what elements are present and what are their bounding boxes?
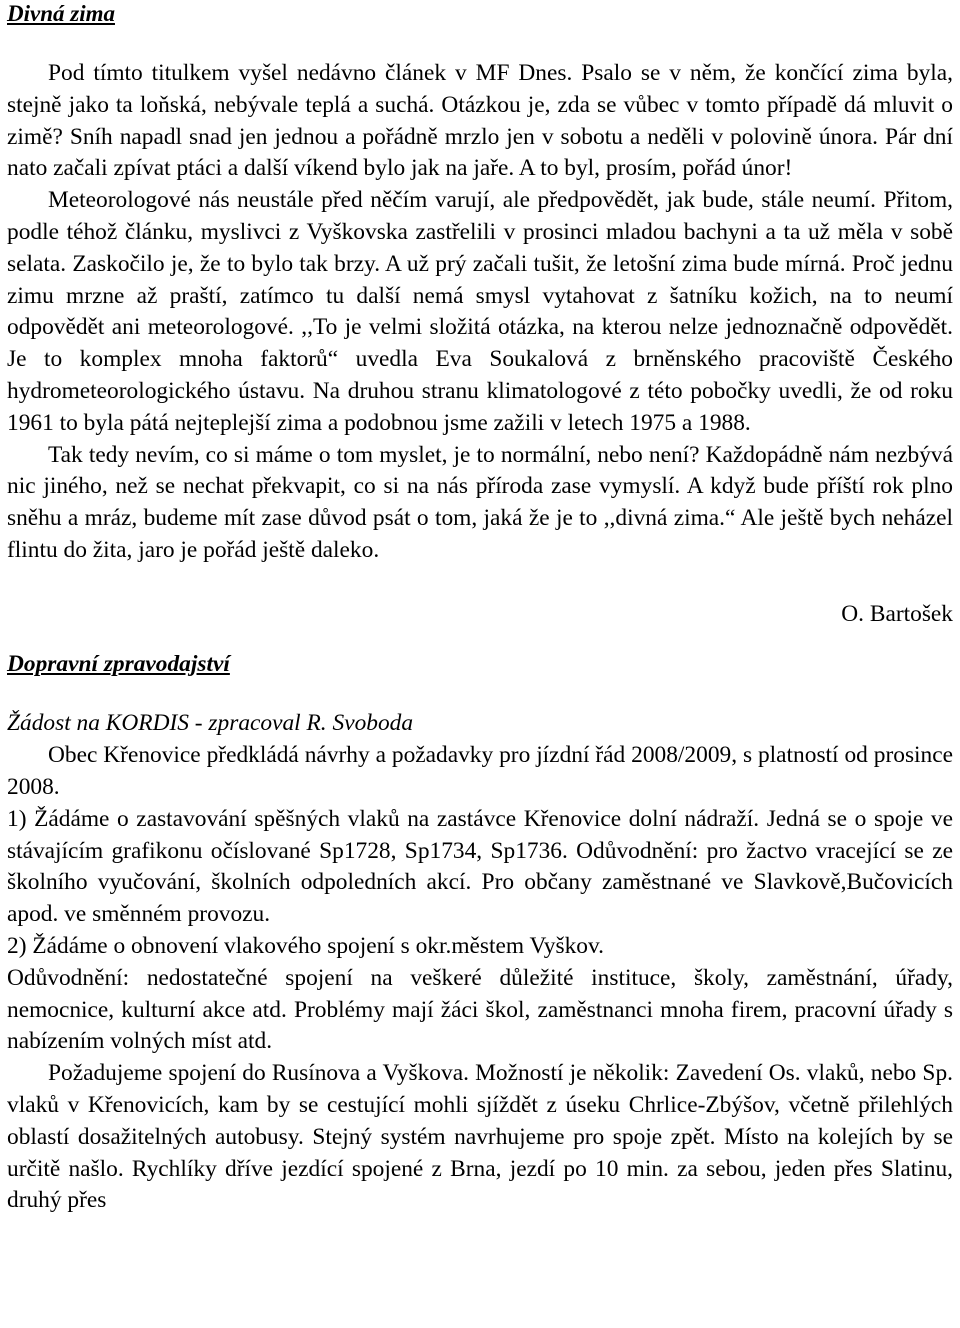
article-paragraph: 2) Žádáme o obnovení vlakového spojení s okr.městem Vyškov. <box>7 932 605 959</box>
article-paragraph: Odůvodnění: nedostatečné spojení na veškeré důležité instituce, školy, zaměstnání, úřady, nemocnice, kulturní akce atd. Problémy mají žáci škol, zaměstnanci mnoha firem, pracovní úřady s nabízením volných míst atd. <box>7 964 953 1055</box>
article-paragraph: Tak tedy nevím, co si máme o tom myslet, je to normální, nebo není? Každopádně nám nezbývá nic jiného, než se nechat překvapit, co si na nás příroda zase vymyslí. A když bude příští rok plno sněhu a mráz, budeme mít zase důvod psát o tom, jaká že je to ,,divná zima.“ Ale ještě bych neházel flintu do žita, jaro je pořád ještě daleko. <box>7 441 953 563</box>
article-paragraph: 1) Žádáme o zastavování spěšných vlaků na zastávce Křenovice dolní nádraží. Jedná se o spoje ve stávajícím grafikonu očíslované Sp1728, Sp1734, Sp1736. Odůvodnění: pro žactvo vracející se ze školního vyučování, školních odpoledních akcí. Pro občany zaměstnané ve Slavkově,Bučovicích apod. ve směnném provozu. <box>7 805 953 928</box>
article-paragraph: Obec Křenovice předkládá návrhy a požadavky pro jízdní řád 2008/2009, s platností od prosince 2008. <box>7 742 953 800</box>
document-page <box>7 0 953 1217</box>
article-title: Divná zima <box>7 1 115 26</box>
article-paragraph: Požadujeme spojení do Rusínova a Vyškova. Možností je několik: Zavedení Os. vlaků, nebo Sp. vlaků v Křenovicích, kam by se cestující mohli sjíždět z úseku Chrlice-Zbýšov, včetně přilehlých oblastí dosažitelných autobusy. Stejný systém navrhujeme pro spoje zpět. Místo na kolejích by se určitě našlo. Rychlíky dříve jezdící spojené z Brna, jezdí po 10 min. za sebou, jeden přes Slatinu, druhý přes <box>7 1060 953 1214</box>
article-author: O. Bartošek <box>841 600 953 627</box>
article-subtitle: Žádost na KORDIS - zpracoval R. Svoboda <box>7 710 414 737</box>
article-paragraph: Pod tímto titulkem vyšel nedávno článek v MF Dnes. Psalo se v něm, že končící zima byla, stejně jako ta loňská, nebývale teplá a suchá. Otázkou je, zda se vůbec v tomto případě dá mluvit o zimě? Sníh napadl snad jen jednou a pořádně mrzlo jen v sobotu a neděli v polovině února. Pár dní nato začali zpívat ptáci a další víkend bylo jak na jaře. A to byl, prosím, pořád únor! <box>7 60 953 182</box>
article-paragraph: Meteorologové nás neustále před něčím varují, ale předpovědět, jak bude, stále neumí. Přitom, podle téhož článku, myslivci z Vyškovska zastřelili v prosinci mladou bachyni a ta už měla v sobě selata. Zaskočilo je, že to bylo tak brzy. A už prý začali tušit, že letošní zima bude mírná. Proč jednu zimu mrzne až praští, zatímco tu další nemá smysl vytahovat z šatníku kožich, na to neumí odpovědět ani meteorologové. ,,To je velmi složitá otázka, na kterou nelze jednoznačně odpovědět. Je to komplex mnoha faktorů“ uvedla Eva Soukalová z brněnského pracoviště Českého hydrometeorologického ústavu. Na druhou stranu klimatologové z této pobočky uvedli, že od roku 1961 to byla pátá nejteplejší zima a podobnou jsme zažili v letech 1975 a 1988. <box>7 187 953 436</box>
section-title: Dopravní zpravodajství <box>7 650 230 677</box>
